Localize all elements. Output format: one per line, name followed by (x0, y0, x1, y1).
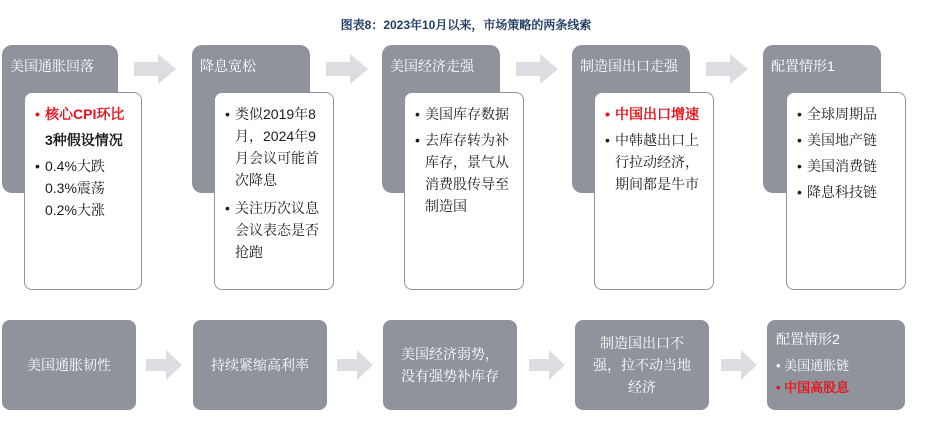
arrow-right-icon (326, 54, 368, 84)
arrow-right-icon (706, 54, 748, 84)
card-3-item: • 美国库存数据 (415, 103, 515, 125)
arrow-right-icon (337, 350, 373, 380)
figure-title: 图表8：2023年10月以来，市场策略的两条线索 (340, 18, 592, 32)
card-1-item: • 核心CPI环比 (35, 103, 133, 125)
row2-box-5-item: • 中国高股息 (776, 380, 850, 395)
card-5-item: • 降息科技链 (797, 181, 897, 203)
card-3 (404, 92, 524, 290)
arrow-right-icon (146, 350, 182, 380)
card-4-item: • 中韩越出口上行拉动经济，期间都是牛市 (605, 129, 705, 195)
card-1-item: 0.2%大涨 (45, 202, 105, 218)
row2-box-2-text: 持续紧缩高利率 (211, 357, 309, 373)
row2-box-5-item-text: 美国通胀链 (784, 358, 850, 373)
card-3-item: • 去库存转为补库存，景气从消费股传导至制造国 (415, 129, 515, 217)
card-5-item: • 美国地产链 (797, 129, 897, 151)
row2-box-1-text: 美国通胀韧性 (27, 357, 111, 373)
arrow-right-icon (134, 54, 176, 84)
row2-box-1 (2, 320, 136, 410)
card-1-item: 0.3%震荡 (45, 180, 105, 196)
arrow-right-icon (516, 54, 558, 84)
row2-box-5-item: • 美国通胀链 (776, 358, 850, 373)
header-box-5: 配置情形1 (763, 45, 881, 193)
row2-box-5 (767, 320, 905, 410)
card-2-item: • 类似2019年8月，2024年9月会议可能首次降息 (225, 103, 325, 191)
header-box-1: 美国通胀回落 (2, 45, 118, 193)
header-box-4: 制造国出口走强 (572, 45, 690, 193)
row2-box-3-text: 美国经济弱势，没有强势补库存 (401, 346, 499, 384)
card-1-item: • 0.4%大跌 (35, 155, 133, 177)
card-5-item: • 美国消费链 (797, 155, 897, 177)
arrow-right-icon (721, 350, 757, 380)
row2-box-4-text: 制造国出口不强，拉不动当地经济 (593, 335, 691, 395)
card-2 (214, 92, 334, 290)
card-4 (594, 92, 714, 290)
card-4-item: • 中国出口增速 (605, 103, 705, 125)
row2-box-4 (575, 320, 709, 410)
row2-box-3 (383, 320, 517, 410)
row2-box-2 (193, 320, 327, 410)
card-5-item: • 全球周期品 (797, 103, 897, 125)
card-1 (24, 92, 142, 290)
header-box-2: 降息宽松 (192, 45, 310, 193)
card-5 (786, 92, 906, 290)
arrow-right-icon (529, 350, 565, 380)
card-2-item: • 关注历次议息会议表态是否抢跑 (225, 197, 325, 263)
header-box-3: 美国经济走强 (382, 45, 500, 193)
row2-box-5-header: 配置情形2 (776, 331, 840, 347)
row2-box-5-item-text: 中国高股息 (784, 380, 850, 395)
card-1-item: 3种假设情况 (45, 132, 123, 148)
